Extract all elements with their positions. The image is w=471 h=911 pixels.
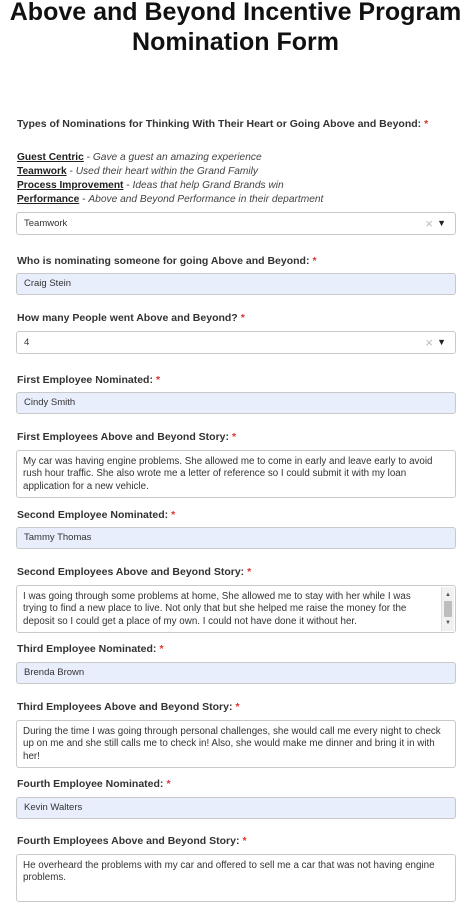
definition-teamwork: Teamwork - Used their heart within the Grand Family bbox=[17, 166, 259, 177]
employee-4-name-input[interactable] bbox=[16, 797, 456, 819]
employee-1-name-input[interactable] bbox=[16, 392, 456, 414]
scroll-up-icon[interactable]: ▲ bbox=[445, 592, 451, 598]
employee-2-story-text: I was going through some problems at home, She allowed me to stay with her while I was trying to find a new place to live. Not only that but she helped me raise the money for the deposit so I could get a place of my own. I could not have done it without her. bbox=[23, 591, 411, 627]
employee-3-story-label: Third Employees Above and Beyond Story: * bbox=[17, 701, 240, 713]
required-mark: * bbox=[232, 431, 237, 443]
employee-2-story-textarea[interactable] bbox=[16, 585, 456, 633]
nomination-definitions bbox=[17, 151, 323, 207]
required-mark: * bbox=[424, 118, 429, 130]
nomination-types-label: Types of Nominations for Thinking With Their Heart or Going Above and Beyond: * bbox=[17, 118, 429, 130]
employee-3-story-textarea[interactable] bbox=[16, 720, 456, 768]
nomination-type-select[interactable] bbox=[16, 212, 456, 235]
employee-1-story-text: My car was having engine problems. She allowed me to come in early and leave early to avoid rush hour traffic. She also wrote me a letter of reference so I could submit it with my loan application for a new vehicle. bbox=[23, 456, 433, 492]
caret-down-icon[interactable]: ▼ bbox=[437, 218, 446, 228]
required-mark: * bbox=[242, 835, 247, 847]
nominator-value: Craig Stein bbox=[24, 278, 71, 289]
employee-4-story-textarea[interactable] bbox=[16, 854, 456, 902]
definition-process-improvement: Process Improvement - Ideas that help Grand Brands win bbox=[17, 180, 284, 191]
definition-term: Guest Centric bbox=[17, 152, 84, 163]
scroll-thumb[interactable] bbox=[444, 601, 452, 617]
definition-term: Teamwork bbox=[17, 166, 67, 177]
people-count-select[interactable] bbox=[16, 331, 456, 354]
scroll-down-icon[interactable]: ▼ bbox=[445, 619, 451, 626]
caret-down-icon[interactable]: ▼ bbox=[437, 337, 446, 347]
employee-1-name-label: First Employee Nominated: * bbox=[17, 374, 161, 386]
employee-1-story-label: First Employees Above and Beyond Story: * bbox=[17, 431, 237, 443]
employee-4-name-value: Kevin Walters bbox=[24, 802, 83, 813]
definition-guest-centric: Guest Centric - Gave a guest an amazing experience bbox=[17, 152, 262, 163]
definition-performance: Performance - Above and Beyond Performance in their department bbox=[17, 194, 324, 205]
form-title-line2: Nomination Form bbox=[132, 28, 339, 56]
employee-1-name-value: Cindy Smith bbox=[24, 397, 76, 408]
nominator-input[interactable] bbox=[16, 273, 456, 295]
employee-1-story-textarea[interactable] bbox=[16, 450, 456, 498]
employee-2-name-label: Second Employee Nominated: * bbox=[17, 509, 176, 521]
definition-desc: Ideas that help Grand Brands win bbox=[132, 180, 284, 191]
definition-desc: Above and Beyond Performance in their department bbox=[88, 194, 324, 205]
required-mark: * bbox=[235, 701, 240, 713]
people-count-label: How many People went Above and Beyond? * bbox=[17, 312, 245, 324]
employee-4-name-label: Fourth Employee Nominated: * bbox=[17, 778, 171, 790]
definition-desc: Gave a guest an amazing experience bbox=[92, 152, 262, 163]
employee-3-story-text: During the time I was going through personal challenges, she would call me every night to check up on me and she still calls me to check in! Also, she would make me dinner and bring it in with her! bbox=[23, 726, 441, 762]
employee-3-name-value: Brenda Brown bbox=[24, 667, 85, 678]
form-title-line1: Above and Beyond Incentive Program bbox=[9, 0, 462, 26]
close-icon[interactable]: × bbox=[425, 335, 433, 350]
required-mark: * bbox=[240, 312, 245, 324]
employee-4-story-text: He overheard the problems with my car and offered to sell me a car that was not having engine problems. bbox=[23, 860, 435, 884]
employee-2-name-input[interactable] bbox=[16, 527, 456, 549]
definition-term: Process Improvement bbox=[17, 180, 124, 191]
employee-3-name-label: Third Employee Nominated: * bbox=[17, 643, 164, 655]
employee-4-story-label: Fourth Employees Above and Beyond Story: * bbox=[17, 835, 247, 847]
employee-2-story-label: Second Employees Above and Beyond Story: * bbox=[17, 566, 252, 578]
required-mark: * bbox=[159, 643, 164, 655]
definition-term: Performance bbox=[17, 194, 80, 205]
definition-desc: Used their heart within the Grand Family bbox=[75, 166, 259, 177]
nomination-type-value: Teamwork bbox=[24, 218, 68, 229]
nominator-label: Who is nominating someone for going Above and Beyond: * bbox=[17, 255, 317, 267]
employee-3-name-input[interactable] bbox=[16, 662, 456, 684]
required-mark: * bbox=[166, 778, 171, 790]
employee-2-name-value: Tammy Thomas bbox=[24, 532, 92, 543]
story-scrollbar[interactable] bbox=[441, 587, 454, 631]
people-count-value: 4 bbox=[24, 337, 30, 348]
required-mark: * bbox=[247, 566, 252, 578]
required-mark: * bbox=[312, 255, 317, 267]
close-icon[interactable]: × bbox=[425, 216, 433, 231]
required-mark: * bbox=[155, 374, 161, 386]
required-mark: * bbox=[171, 509, 176, 521]
